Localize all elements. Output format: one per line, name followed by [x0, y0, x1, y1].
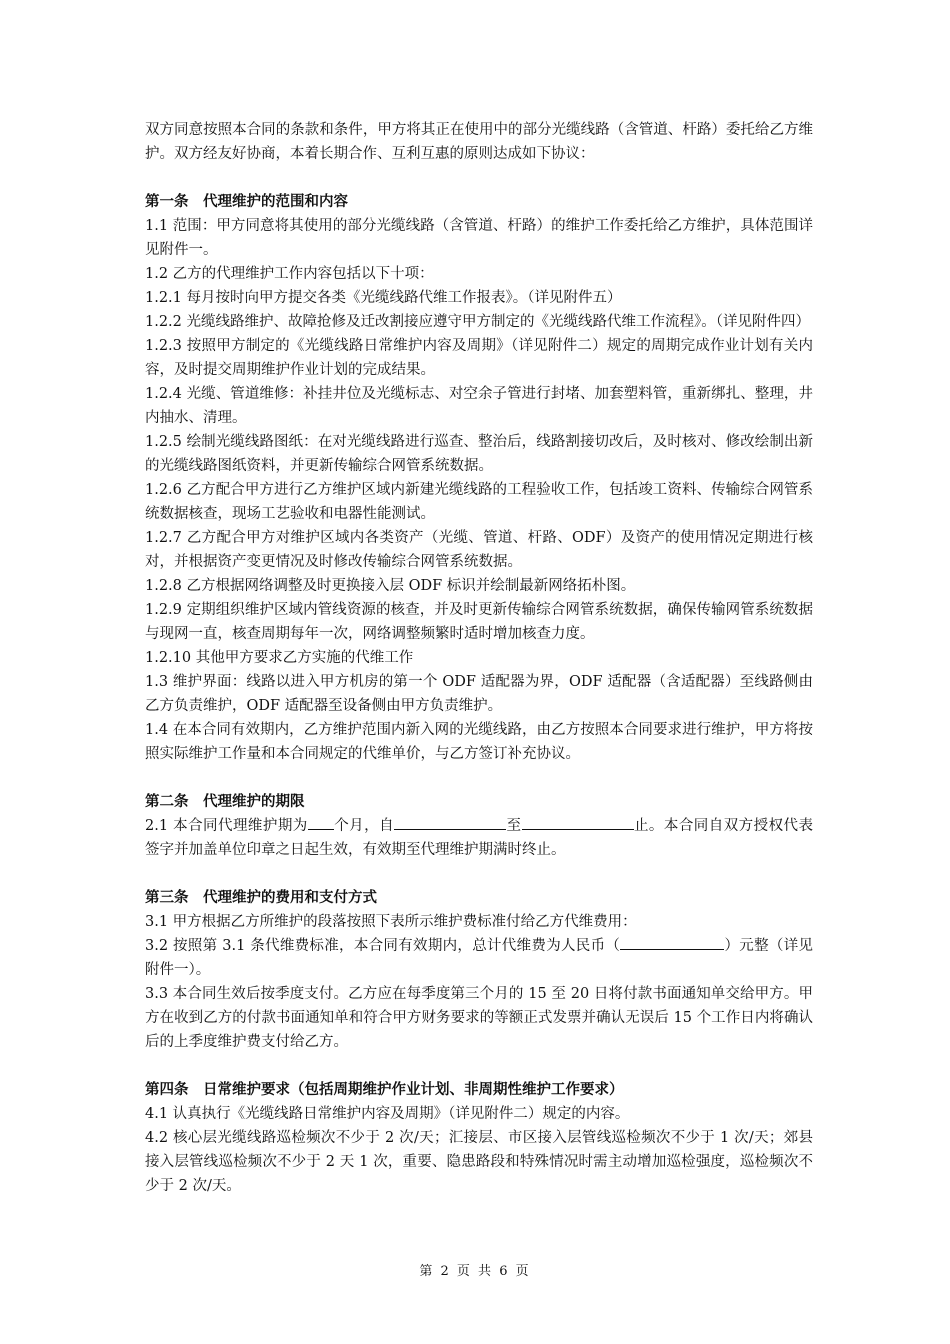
clause-1-2-10: 1.2.10 其他甲方要求乙方实施的代维工作 — [145, 650, 414, 666]
clause-3-3: 3.3 本合同生效后按季度支付。乙方应在每季度第三个月的 15 至 20 日将付款书面通知单交给甲方。甲方在收到乙方的付款书面通知单和符合甲方财务要求的等额正式发票并确认无误后 15 个工作日内将确认后的上季度维护费支付给乙方。 — [145, 986, 813, 1050]
clause-1-1: 1.1 范围：甲方同意将其使用的部分光缆线路（含管道、杆路）的维护工作委托给乙方维护，具体范围详见附件一。 — [145, 218, 813, 258]
clause-2-1-part-b: 个月，自 — [333, 818, 395, 834]
clause-1-2-7: 1.2.7 乙方配合甲方对维护区域内各类资产（光缆、管道、杆路、ODF）及资产的使用情况定期进行核对，并根据资产变更情况及时修改传输综合网管系统数据。 — [145, 530, 813, 570]
contract-body — [145, 118, 813, 1198]
clause-1-2-1: 1.2.1 每月按时向甲方提交各类《光缆线路代维工作报表》。（详见附件五） — [145, 290, 622, 306]
clause-3-2-part-b: ）元整（详见附件一）。 — [145, 938, 813, 978]
clause-1-2-5: 1.2.5 绘制光缆线路图纸：在对光缆线路进行巡查、整治后，线路割接切改后，及时核对、修改绘制出新的光缆线路图纸资料，并更新传输综合网管系统数据。 — [145, 434, 813, 474]
intro-paragraph: 双方同意按照本合同的条款和条件，甲方将其正在使用中的部分光缆线路（含管道、杆路）委托给乙方维护。双方经友好协商，本着长期合作、互利互惠的原则达成如下协议： — [145, 122, 813, 162]
clause-2-1 — [145, 814, 813, 862]
article1-heading: 第一条 代理维护的范围和内容 — [145, 194, 348, 210]
spacer — [145, 862, 813, 886]
spacer — [145, 1054, 813, 1078]
article4-heading: 第四条 日常维护要求（包括周期维护作业计划、非周期性维护工作要求） — [145, 1082, 624, 1098]
clause-1-2-3: 1.2.3 按照甲方制定的《光缆线路日常维护内容及周期》（详见附件二）规定的周期完成作业计划有关内容，及时提交周期维护作业计划的完成结果。 — [145, 338, 813, 378]
clause-1-2-6: 1.2.6 乙方配合甲方进行乙方维护区域内新建光缆线路的工程验收工作，包括竣工资料、传输综合网管系统数据核查，现场工艺验收和电器性能测试。 — [145, 482, 813, 522]
spacer — [145, 166, 813, 190]
clause-2-1-part-a: 2.1 本合同代理维护期为 — [145, 818, 308, 834]
clause-3-2-part-a: 3.2 按照第 3.1 条代维费标准，本合同有效期内，总计代维费为人民币（ — [145, 938, 621, 954]
clause-1-3: 1.3 维护界面：线路以进入甲方机房的第一个 ODF 适配器为界，ODF 适配器（含适配器）至线路侧由乙方负责维护，ODF 适配器至设备侧由甲方负责维护。 — [145, 674, 813, 714]
clause-4-2: 4.2 核心层光缆线路巡检频次不少于 2 次/天；汇接层、市区接入层管线巡检频次不少于 1 次/天；郊县接入层管线巡检频次不少于 2 天 1 次，重要、隐患路段和特殊情况时需主动增加巡检强度，巡检频次不少于 2 次/天。 — [145, 1130, 813, 1194]
start-date-blank — [394, 815, 506, 830]
clause-1-2-9: 1.2.9 定期组织维护区域内管线资源的核查，并及时更新传输综合网管系统数据，确保传输网管系统数据与现网一直，核查周期每年一次，网络调整频繁时适时增加核查力度。 — [145, 602, 813, 642]
clause-3-1: 3.1 甲方根据乙方所维护的段落按照下表所示维护费标准付给乙方代维费用： — [145, 914, 637, 930]
page-footer: 第 2 页 共 6 页 — [419, 1264, 531, 1279]
end-date-blank — [522, 815, 634, 830]
clause-4-1: 4.1 认真执行《光缆线路日常维护内容及周期》（详见附件二）规定的内容。 — [145, 1106, 630, 1122]
clause-1-2: 1.2 乙方的代理维护工作内容包括以下十项： — [145, 266, 434, 282]
clause-1-2-4: 1.2.4 光缆、管道维修：补挂井位及光缆标志、对空余子管进行封堵、加套塑料管，重新绑扎、整理，井内抽水、清理。 — [145, 386, 813, 426]
clause-1-2-2: 1.2.2 光缆线路维护、故障抢修及迁改割接应遵守甲方制定的《光缆线路代维工作流程》。（详见附件四） — [145, 314, 810, 330]
clause-1-2-8: 1.2.8 乙方根据网络调整及时更换接入层 ODF 标识并绘制最新网络拓朴图。 — [145, 578, 636, 594]
months-blank — [308, 815, 334, 830]
clause-2-1-part-d: 止。本合同自双方授权代表签字并加盖单位印章之日起生效，有效期至代理维护期满时终止。 — [145, 818, 814, 858]
clause-2-1-part-c: 至 — [506, 818, 522, 834]
clause-1-4: 1.4 在本合同有效期内，乙方维护范围内新入网的光缆线路，由乙方按照本合同要求进行维护，甲方将按照实际维护工作量和本合同规定的代维单价，与乙方签订补充协议。 — [145, 722, 813, 762]
article3-heading: 第三条 代理维护的费用和支付方式 — [145, 890, 377, 906]
amount-blank — [620, 935, 724, 950]
clause-3-2 — [145, 934, 813, 982]
spacer — [145, 766, 813, 790]
article2-heading: 第二条 代理维护的期限 — [145, 794, 305, 810]
